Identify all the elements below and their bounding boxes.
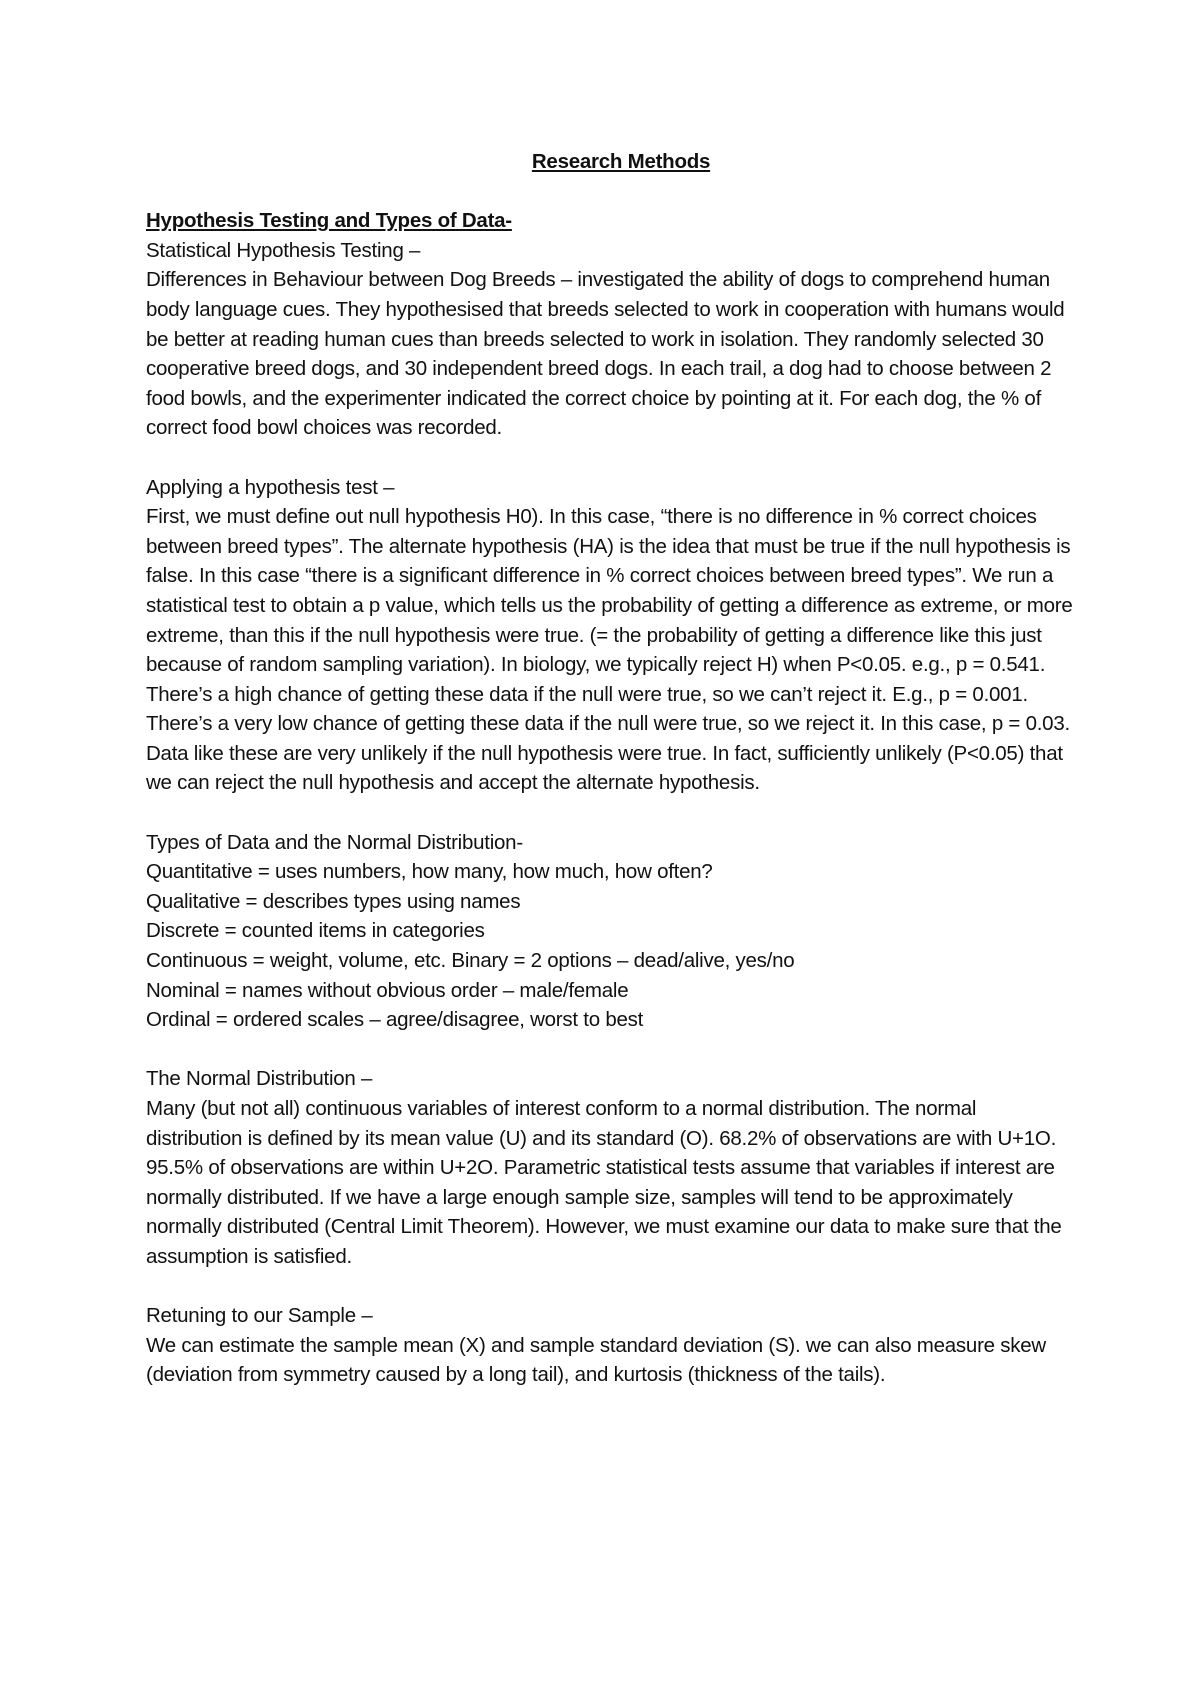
paragraph: Differences in Behaviour between Dog Breeds – investigated the ability of dogs to comprehend human body language cues. They hypothesised that breeds selected to work in cooperation with humans would be better at reading human cues than breeds selected to work in isolation. They randomly selected 30 cooperative breed dogs, and 30 independent breed dogs. In each trail, a dog had to choose between 2 food bowls, and the experimenter indicated the correct choice by pointing at it. For each dog, the % of correct food bowl choices was recorded. [146, 268, 1065, 440]
section-hypothesis-testing [146, 206, 1076, 443]
section-types-of-data [146, 828, 1076, 1035]
section-normal-distribution [146, 1064, 1076, 1271]
section-heading: Types of Data and the Normal Distribution- [146, 830, 523, 854]
document-title: Research Methods [531, 150, 711, 173]
paragraph: We can estimate the sample mean (X) and sample standard deviation (S). we can also measure skew (deviation from symmetry caused by a long tail), and kurtosis (thickness of the tails). [146, 1333, 1046, 1387]
paragraph: Many (but not all) continuous variables of interest conform to a normal distribution. The normal distribution is defined by its mean value (U) and its standard (O). 68.2% of observations are with U+1O. 95.5% of observations are within U+2O. Parametric statistical tests assume that variables if interest are normally distributed. If we have a large enough sample size, samples will tend to be approximately normally distributed (Central Limit Theorem). However, we must examine our data to make sure that the assumption is satisfied. [146, 1097, 1062, 1268]
list-item: Discrete = counted items in categories [146, 919, 485, 943]
list-item: Continuous = weight, volume, etc. Binary = 2 options – dead/alive, yes/no [146, 949, 795, 973]
section-returning-to-sample [146, 1301, 1076, 1390]
list-item: Ordinal = ordered scales – agree/disagree, worst to best [146, 1008, 644, 1032]
list-item: Quantitative = uses numbers, how many, how much, how often? [146, 860, 713, 884]
section-heading: Retuning to our Sample – [146, 1304, 373, 1328]
document-body [146, 147, 1076, 1420]
paragraph: First, we must define out null hypothesis H0). In this case, “there is no difference in % correct choices between breed types”. The alternate hypothesis (HA) is the idea that must be true if the null hypothesis is false. In this case “there is a significant difference in % correct choices between breed types”. We run a statistical test to obtain a p value, which tells us the probability of getting a difference as extreme, or more extreme, than this if the null hypothesis were true. (= the probability of getting a difference like this just because of random sampling variation). In biology, we typically reject H) when P<0.05. e.g., p = 0.541. There’s a high chance of getting these data if the null were true, so we can’t reject it. E.g., p = 0.001. There’s a very low chance of getting these data if the null were true, so we reject it. In this case, p = 0.03. Data like these are very unlikely if the null hypothesis were true. In fact, sufficiently unlikely (P<0.05) that we can reject the null hypothesis and accept the alternate hypothesis. [146, 505, 1073, 795]
section-applying-test [146, 473, 1076, 799]
list-item: Qualitative = describes types using names [146, 889, 521, 913]
section-heading: Applying a hypothesis test – [146, 475, 395, 499]
section-heading: The Normal Distribution – [146, 1067, 373, 1091]
subheading: Statistical Hypothesis Testing – [146, 238, 421, 262]
section-heading: Hypothesis Testing and Types of Data- [146, 209, 512, 233]
list-item: Nominal = names without obvious order – male/female [146, 978, 629, 1002]
